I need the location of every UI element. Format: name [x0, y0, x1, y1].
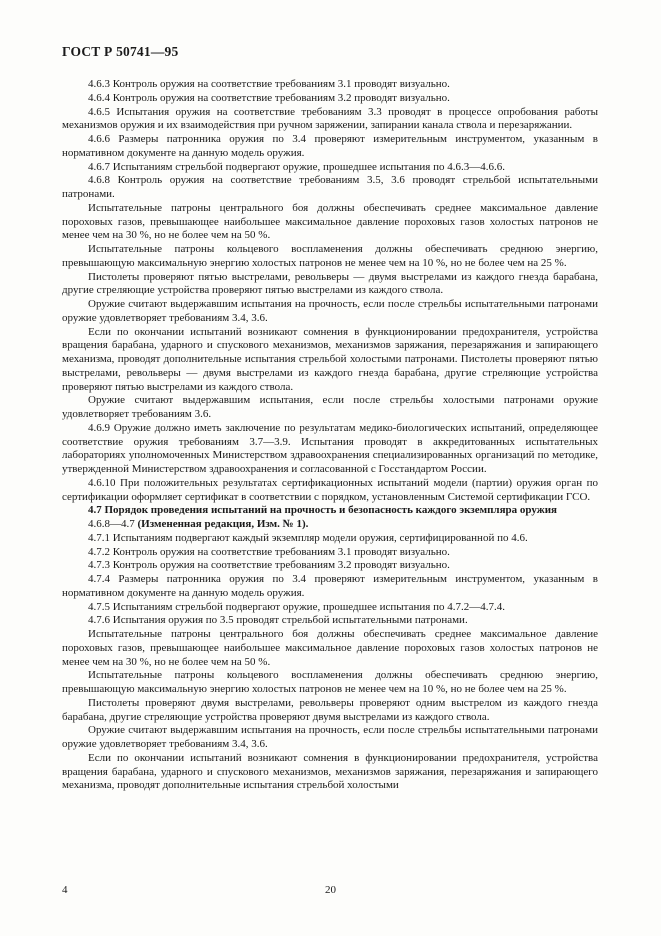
page-number-left: 4 — [62, 884, 68, 896]
paragraph: 4.7.3 Контроль оружия на соответствие требованиям 3.2 проводят визуально. — [88, 559, 450, 572]
paragraph: 4.6.10 При положительных результатах сертификационных испытаний модели (партии) оружия орган по сертификации оформляет сертификат в соответствии с порядком, установленным Системой сертификации ГСО. — [62, 476, 598, 503]
amendment-label: (Измененная редакция, Изм. № 1). — [137, 518, 309, 530]
paragraph: 4.6.4 Контроль оружия на соответствие требованиям 3.2 проводят визуально. — [88, 91, 450, 104]
paragraph: 4.6.3 Контроль оружия на соответствие требованиям 3.1 проводят визуально. — [88, 78, 450, 90]
document-body — [62, 78, 598, 793]
paragraph: 4.7.4 Размеры патронника оружия по 3.4 проверяют измерительным инструментом, указанным в нормативном документе на данную модель оружия. — [62, 573, 598, 599]
paragraph: 4.7.6 Испытания оружия по 3.5 проводят стрельбой испытательными патронами. — [88, 614, 468, 627]
paragraph: 4.6.5 Испытания оружия на соответствие требованиям 3.3 проводят в процессе опробования работы механизмов оружия и их взаимодействия при ручном заряжении, запирании канала ствола и перезаряжании. — [62, 105, 598, 132]
paragraph: 4.6.8 Контроль оружия на соответствие требованиям 3.5, 3.6 проводят стрельбой испытательными патронами. — [62, 174, 598, 200]
paragraph: Оружие считают выдержавшим испытания на прочность, если после стрельбы испытательными патронами оружие удовлетворяет требованиям 3.4, 3.6. — [62, 298, 598, 324]
paragraph: 4.7.1 Испытаниям подвергают каждый экземпляр модели оружия, сертифицированной по 4.6. — [88, 531, 528, 544]
paragraph: Оружие считают выдержавшим испытания на прочность, если после стрельбы испытательными патронами оружие удовлетворяет требованиям 3.4, 3.6. — [62, 724, 598, 750]
amendment-note — [62, 518, 598, 532]
document-header: ГОСТ Р 50741—95 — [62, 44, 179, 59]
paragraph: Испытательные патроны кольцевого воспламенения должны обеспечивать среднюю энергию, превышающую максимальную энергию холостых патронов не менее чем на 10 %, но не более чем на 25 %. — [62, 669, 598, 695]
paragraph: Если по окончании испытаний возникают сомнения в функционировании предохранителя, устройства вращения барабана, ударного и спускового механизмов, механизмов заряжания, перезаряжания и запирающего механизма, проводят дополнительные испытания стрельбой холостыми патронами. Пистолеты проверяют пятью выстрелами, револьверы — двумя выстрелами из каждого гнезда барабана, другие стреляющие устройства проверяют пятью выстрелами из каждого ствола. — [62, 325, 598, 393]
paragraph: Испытательные патроны кольцевого воспламенения должны обеспечивать среднюю энергию, превышающую максимальную энергию холостых патронов не менее чем на 10 %, но не более чем на 25 %. — [62, 243, 598, 269]
paragraph: Пистолеты проверяют двумя выстрелами, револьверы проверяют одним выстрелом из каждого гнезда барабана, другие стреляющие устройства проверяют двумя выстрелами из каждого ствола. — [62, 696, 598, 723]
paragraph: Пистолеты проверяют пятью выстрелами, револьверы — двумя выстрелами из каждого гнезда барабана, другие стреляющие устройства проверяют пятью выстрелами из каждого ствола. — [62, 270, 598, 297]
amendment-range: 4.6.8—4.7 — [88, 518, 135, 530]
paragraph: Испытательные патроны центрального боя должны обеспечивать среднее максимальное давление пороховых газов, превышающее наибольшее максимальное давление пороховых газов холостых патронов не менее чем на 30 %, но не более чем на 50 %. — [62, 201, 598, 242]
paragraph: 4.6.6 Размеры патронника оружия по 3.4 проверяют измерительным инструментом, указанным в нормативном документе на данную модель оружия. — [62, 133, 598, 159]
paragraph: 4.7.5 Испытаниям стрельбой подвергают оружие, прошедшее испытания по 4.7.2—4.7.4. — [88, 600, 505, 613]
paragraph: Оружие считают выдержавшим испытания, если после стрельбы холостыми патронами оружие удовлетворяет требованиям 3.6. — [62, 394, 598, 420]
paragraph: 4.7.2 Контроль оружия на соответствие требованиям 3.1 проводят визуально. — [88, 545, 450, 558]
section-heading: 4.7 Порядок проведения испытаний на прочность и безопасность каждого экземпляра оружия — [88, 504, 557, 517]
page-number-center: 20 — [325, 884, 336, 896]
paragraph: 4.6.7 Испытаниям стрельбой подвергают оружие, прошедшее испытания по 4.6.3—4.6.6. — [88, 160, 505, 173]
paragraph: Если по окончании испытаний возникают сомнения в функционировании предохранителя, устройства вращения барабана, ударного и спускового механизмов, механизмов заряжания, перезаряжания и запирающего механизма, проводят дополнительные испытания стрельбой холостыми — [62, 751, 598, 792]
paragraph: Испытательные патроны центрального боя должны обеспечивать среднее максимальное давление пороховых газов, превышающее наибольшее максимальное давление пороховых газов холостых патронов не менее чем на 30 %, но не более чем на 50 %. — [62, 628, 598, 668]
paragraph: 4.6.9 Оружие должно иметь заключение по результатам медико-биологических испытаний, определяющее соответствие оружия требованиям 3.7—3.9. Испытания проводят в аккредитованных испытательных лабораториях уполномоченных Министерством здравоохранения специализированных организаций по методике, утвержденной Министерством здравоохранения и согласованной с Госстандартом России. — [62, 421, 598, 475]
